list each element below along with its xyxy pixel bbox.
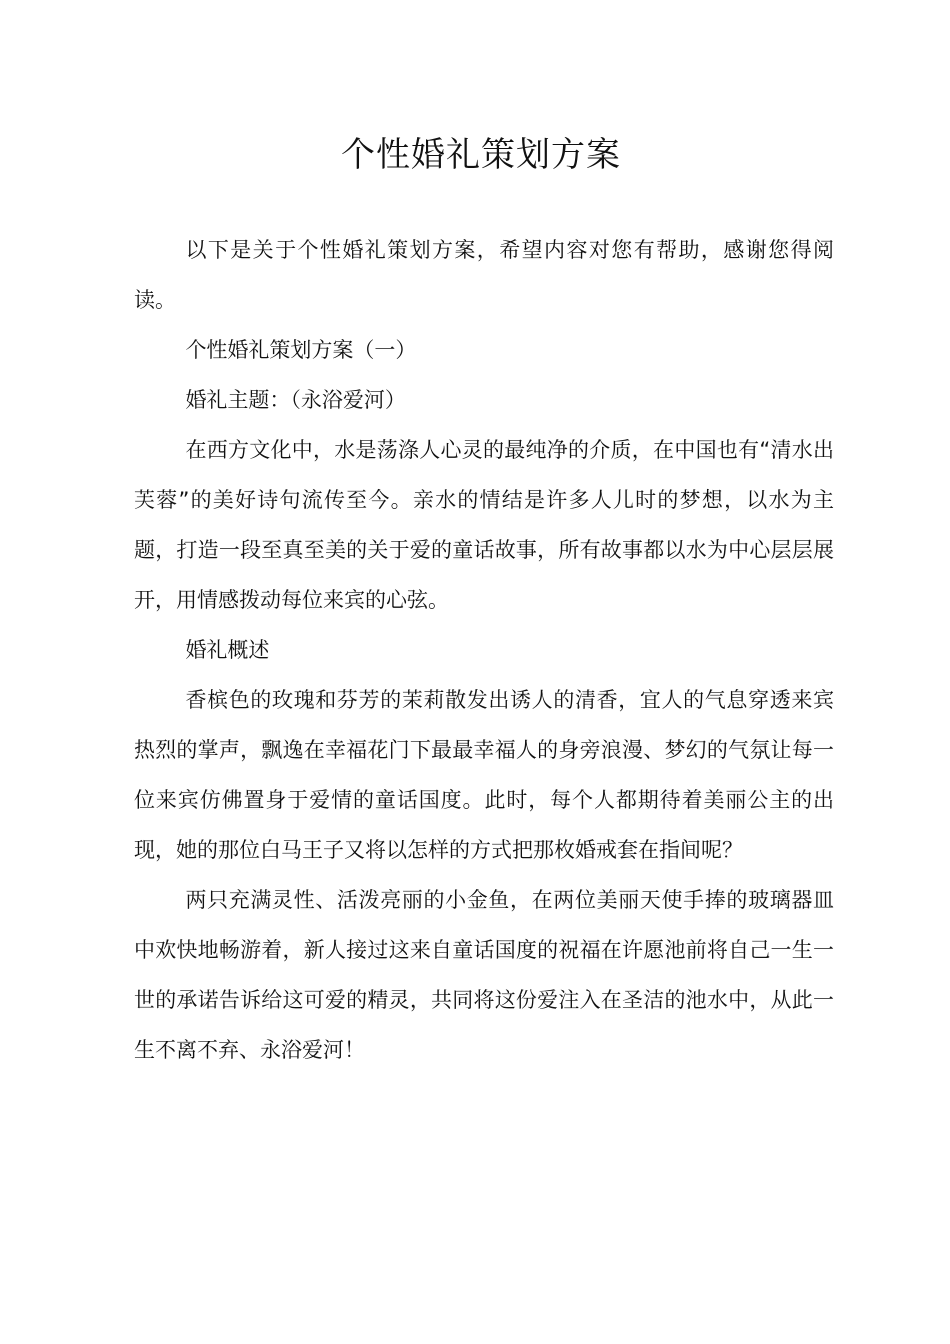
overview-heading: 婚礼概述 — [185, 638, 270, 662]
wedding-theme: 婚礼主题：（永浴爱河） — [185, 388, 406, 412]
theme-paragraph: 在西方文化中，水是荡涤人心灵的最纯净的介质，在中国也有“清水出芙蓉”的美好诗句流传至今。亲水的情结是许多人儿时的梦想，以水为主题，打造一段至真至美的关于爱的童话故事，所有故事都以水为中心层层展开，用情感拨动每位来宾的心弦。 — [134, 438, 834, 612]
goldfish-paragraph: 两只充满灵性、活泼亮丽的小金鱼，在两位美丽天使手捧的玻璃器皿中欢快地畅游着，新人接过这来自童话国度的祝福在许愿池前将自己一生一世的承诺告诉给这可爱的精灵，共同将这份爱注入在圣洁的池水中，从此一生不离不弃、永浴爱河！ — [134, 888, 834, 1062]
overview-paragraph: 香槟色的玫瑰和芬芳的茉莉散发出诱人的清香，宜人的气息穿透来宾热烈的掌声，飘逸在幸福花门下最最幸福人的身旁浪漫、梦幻的气氛让每一位来宾仿佛置身于爱情的童话国度。此时，每个人都期待着美丽公主的出现，她的那位白马王子又将以怎样的方式把那枚婚戒套在指间呢？ — [134, 688, 834, 862]
section-heading: 个性婚礼策划方案（一） — [185, 338, 417, 362]
document-body — [134, 225, 834, 1075]
intro-paragraph: 以下是关于个性婚礼策划方案，希望内容对您有帮助，感谢您得阅读。 — [134, 238, 834, 312]
document-title: 个性婚礼策划方案 — [341, 135, 621, 175]
